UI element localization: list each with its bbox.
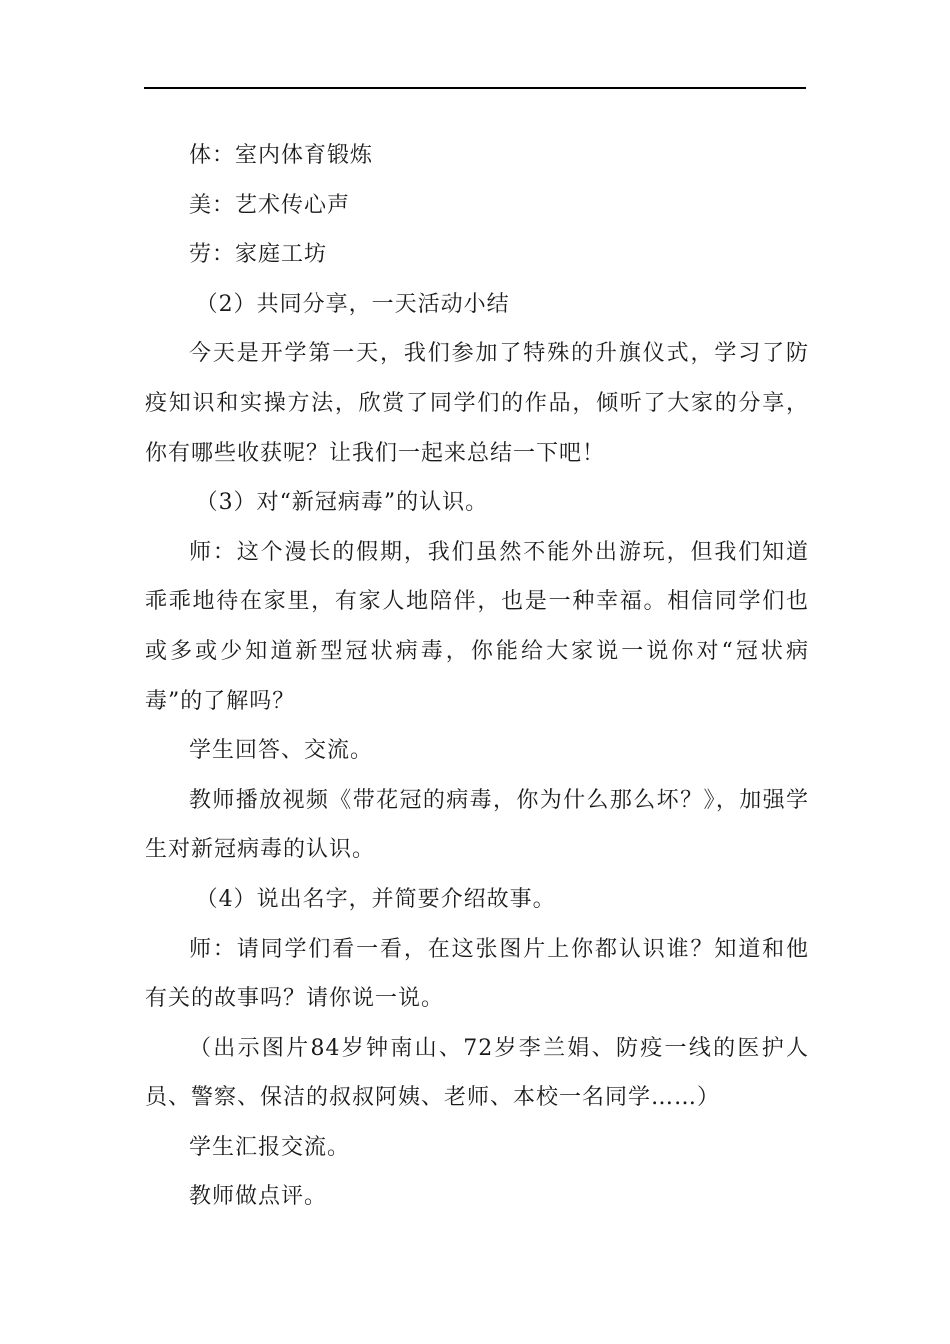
paragraph-video: 教师播放视频《带花冠的病毒，你为什么那么坏？》，加强学生对新冠病毒的认识。 [145,787,809,863]
header-rule [144,87,806,89]
paragraph-pe: 体：室内体育锻炼 [189,143,374,168]
paragraph-teacher-virus: 师：这个漫长的假期，我们虽然不能外出游玩，但我们知道乖乖地待在家里，有家人地陪伴，也是一种幸福。相信同学们也或多或少知道新型冠状病毒，你能给大家说一说你对“冠状病毒”的了解吗？ [145,539,809,714]
paragraph-teacher-picture: 师：请同学们看一看，在这张图片上你都认识谁？知道和他有关的故事吗？请你说一说。 [145,936,809,1012]
section-heading-4: （4）说出名字，并简要介绍故事。 [195,886,556,912]
document-body [145,131,809,1222]
paragraph-student-report: 学生汇报交流。 [189,1134,351,1160]
paragraph-teacher-comment: 教师做点评。 [189,1184,328,1210]
paragraph-picture-list: （出示图片84岁钟南山、72岁李兰娟、防疫一线的医护人员、警察、保洁的叔叔阿姨、老师、本校一名同学……） [145,1035,809,1111]
paragraph-labor: 劳：家庭工坊 [189,242,328,268]
paragraph-student-answer: 学生回答、交流。 [189,738,374,764]
paragraph-summary: 今天是开学第一天，我们参加了特殊的升旗仪式，学习了防疫知识和实操方法，欣赏了同学们的作品，倾听了大家的分享，你有哪些收获呢？让我们一起来总结一下吧！ [145,341,809,466]
section-heading-2: （2）共同分享，一天活动小结 [195,291,510,317]
section-heading-3: （3）对“新冠病毒”的认识。 [195,490,489,516]
paragraph-art: 美：艺术传心声 [189,192,351,218]
